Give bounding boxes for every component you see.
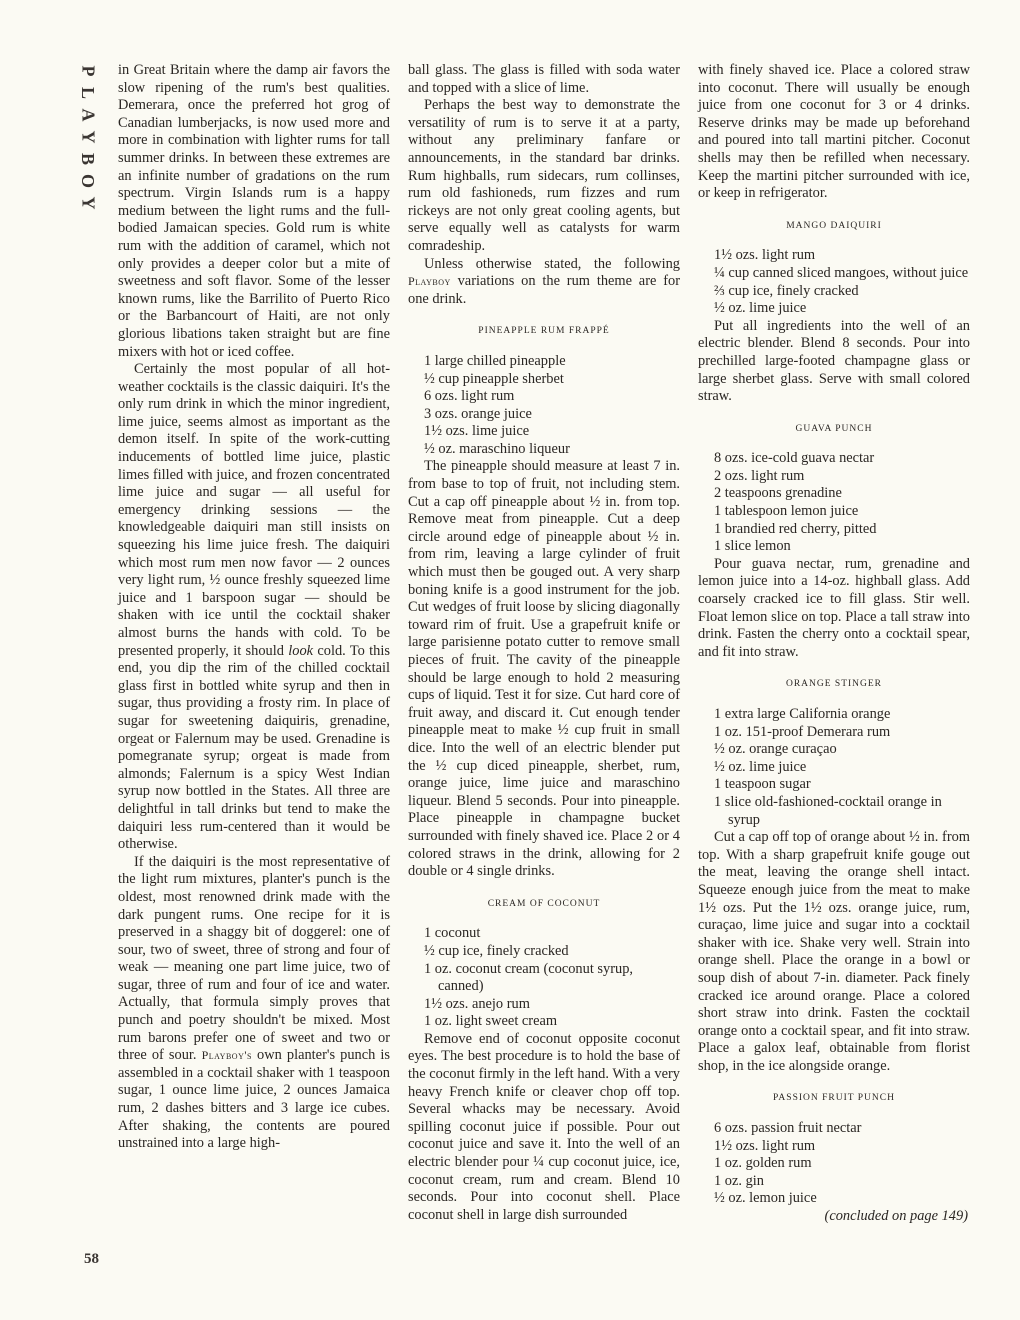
ingredient: 1 coconut [424, 925, 481, 942]
logo-letter: B [77, 152, 98, 166]
ingredient: ½ oz. lime juice [714, 300, 807, 317]
page-number: 58 [84, 1251, 99, 1267]
ingredient: 1½ ozs. anejo rum [424, 995, 530, 1012]
ingredient-list [408, 353, 680, 459]
logo-letter: A [78, 108, 98, 122]
ingredient: ½ cup pineapple sherbet [424, 370, 564, 387]
logo-letter: O [77, 173, 98, 189]
recipe-directions: Cut a cap off top of orange about ½ in. from top. With a sharp grapefruit knife gouge out the meat, leaving the orange shell intact. Squeeze enough juice from the meat to make 1½ ozs. Put the 1½ ozs. orange juice, rum, curaçao, lime juice and sugar into a cocktail shaker with ice. Shake very well. Strain into orange shell. Place the orange in a bowl or soup dish of about 7-in. diameter. Pack finely cracked ice around orange. Place a colored short straw into drink. Fasten the cocktail orange onto a cocktail spear, and fit into straw. Place a galox leaf, obtainable from florist shop, in the ice alongside orange. [698, 829, 970, 1074]
column-3 [698, 62, 970, 1226]
recipe-title: GUAVA PUNCH [795, 423, 873, 434]
column-2 [408, 62, 680, 1224]
ingredient: 6 ozs. light rum [424, 388, 515, 405]
continuation-note: (concluded on page 149) [824, 1208, 968, 1225]
ingredient: 1 large chilled pineapple [424, 352, 566, 369]
ingredient: 1 oz. light sweet cream [424, 1013, 558, 1030]
recipe-title: PINEAPPLE RUM FRAPPÉ [478, 326, 610, 337]
paragraph-text: Certainly the most popular of all hot-weather cocktails is the classic daiquiri. It's the only rum drink in which the minor ingredient, lime juice, seems almost as important as the demon itself. In spite of the work-cutting inducements of bottled lime juice, plastic limes filled with juice, and frozen concentrated lime juice and sugar — all useful for emergency drinking sessions — the knowledgeable daiquiri man still insists on squeezing his lime juice fresh. The daiquiri which most rum men now favor — 2 ounces very light rum, ½ ounce freshly squeezed lime juice and 1 barspoon sugar — should be shaken with ice until the cocktail shaker almost burns the hands with cold. To be presented properly, it should [118, 361, 390, 659]
ingredient: 1 oz. golden rum [714, 1155, 812, 1172]
recipe-directions: Pour guava nectar, rum, grenadine and lemon juice into a 14-oz. highball glass. Add coarsely cracked ice to fill glass. Stir well. Float lemon slice on top. Place a tall straw into drink. Fasten the cherry onto a cocktail spear, and fit into straw. [698, 555, 970, 660]
ingredient: 1 oz. 151-proof Demerara rum [714, 723, 891, 740]
column-1 [118, 62, 390, 1153]
ingredient: 1½ ozs. light rum [714, 247, 816, 264]
ingredient: ½ oz. lemon juice [714, 1190, 817, 1207]
brand-name: Playboy's [201, 1048, 252, 1063]
logo-letter: Y [78, 196, 98, 210]
paragraph [118, 361, 390, 854]
ingredient: 1½ ozs. lime juice [424, 423, 530, 440]
ingredient: 1 oz. gin [714, 1172, 764, 1189]
ingredient: 8 ozs. ice-cold guava nectar [714, 450, 875, 467]
paragraph-text: own planter's punch is assembled in a cocktail shaker with 1 teaspoon sugar, 1 ounce lime juice, 2 ounces Jamaica rum, 2 dashes bitters and 3 large ice cubes. After shaking, the contents are poured unstrained into a large high- [118, 1047, 390, 1152]
brand-name: Playboy [408, 274, 451, 289]
ingredient: ½ oz. orange curaçao [714, 741, 837, 758]
ingredient-list [698, 1120, 970, 1208]
logo-letter: L [77, 86, 98, 100]
recipe-directions: The pineapple should measure at least 7 in. from base to top of fruit, not including stem. Cut a cap off pineapple about ½ in. from top. Remove meat from pineapple. Cut a deep circle around edge of pineapple about ½ in. from rim, leaving a large cylinder of fruit which must then be gouged out. A very sharp boning knife is a good instrument for the job. Cut wedges of fruit loose by slicing diagonally toward rim of fruit. Use a grapefruit knife or large parisienne potato cutter to remove small pieces of fruit. The cavity of the pineapple should be large enough to hold 2 measuring cups of liquid. Test it for size. Cut hard core of fruit away, and discard it. Cut enough tender pineapple meat to make ½ cup fruit in small dice. Into the well of an electric blender put the ½ cup diced pineapple, sherbet, rum, orange juice, lime juice and maraschino liqueur. Blend 5 seconds. Pour into pineapple. Place pineapple in champagne bucket surrounded with finely shaved ice. Place 2 or 4 colored straws in the drink, allowing for 2 double or 4 single drinks. [408, 458, 680, 880]
ingredient: ½ oz. lime juice [714, 758, 807, 775]
recipe-title: CREAM OF COCONUT [487, 898, 601, 909]
recipe-directions: Remove end of coconut opposite coconut eyes. The best procedure is to hold the base of the coconut firmly in the left hand. With a very heavy French knife or cleaver chop off top. Several whacks may be necessary. Avoid spilling coconut juice if possible. Pour out coconut juice and save it. Into the well of an electric blender pour ¼ cup coconut juice, ice, coconut cream, rum and cream. Blend 10 seconds. Pour into coconut shell. Place coconut shell in large dish surrounded [408, 1030, 680, 1223]
ingredient: 1 extra large California orange [714, 706, 891, 722]
recipe-directions: Put all ingredients into the well of an electric blender. Blend 8 seconds. Pour into prechilled large-footed champagne glass or large sherbet glass. Serve with small colored straw. [698, 317, 970, 405]
paragraph: ball glass. The glass is filled with soda water and topped with a slice of lime. [408, 62, 680, 96]
paragraph-text: Unless otherwise stated, the following [424, 255, 680, 272]
paragraph: in Great Britain where the damp air favors the slow ripening of the rum's best qualities. Demerara, once the preferred hot grog of Canadian lumberjacks, is now used more and more in combination with lighter rums for tall summer drinks. In between these extremes are an infinite number of gradations on the rum spectrum. Virgin Islands rum is a happy medium between the light rums and the full-bodied Jamaican species. Gold rum is white rum with the addition of caramel, which not only provides a deeper color but a mite of sweetness and soft flavor. Some of the lesser known rums, like the Barrilito of Puerto Rico or the Barbancourt of Haiti, are not only glorious libations taken straight but are fine mixers with hot or iced coffee. [118, 62, 390, 360]
ingredient-list [698, 706, 970, 829]
ingredient: 1 oz. coconut cream (coconut syrup, canned) [424, 960, 633, 995]
recipe-title: MANGO DAIQUIRI [786, 220, 882, 231]
ingredient: ½ cup ice, finely cracked [424, 942, 569, 959]
paragraph [118, 854, 390, 1153]
paragraph [408, 256, 680, 309]
playboy-sidebar-logo [78, 62, 98, 212]
recipe-title: ORANGE STINGER [785, 679, 883, 690]
ingredient: 1 tablespoon lemon juice [714, 503, 859, 520]
ingredient: 6 ozs. passion fruit nectar [714, 1120, 862, 1137]
logo-letter: P [78, 65, 98, 77]
paragraph: with finely shaved ice. Place a colored straw into coconut. There will usually be enough juice from one coconut for 3 or 4 drinks. Reserve drinks may be made up beforehand and poured into tall martini pitcher. Coconut shells may then be refilled when necessary. Keep the martini pitcher surrounded with ice, or keep in refrigerator. [698, 62, 970, 202]
ingredient: 1 brandied red cherry, pitted [714, 520, 877, 537]
ingredient-list [408, 925, 680, 1031]
ingredient: 2 teaspoons grenadine [714, 485, 842, 502]
paragraph-text: cold. To this end, you dip the rim of the chilled cocktail glass first in bottled white syrup and then in sugar, thus providing a frosty rim. In place of sugar for sweetening daiquiris, grenadine, orgeat or Falernum may be used. Grenadine is pomegranate syrup; orgeat is made from almonds; Falernum is a spicy West Indian syrup now bottled in the States. All three are delightful in tall drinks but tend to make the daiquiri less rum-centered than it would be otherwise. [118, 642, 390, 853]
logo-letter: Y [78, 130, 98, 144]
ingredient: ½ oz. maraschino liqueur [424, 440, 570, 457]
ingredient-list [698, 450, 970, 556]
paragraph-text: variations on the rum theme are for one drink. [408, 273, 680, 307]
ingredient-list [698, 247, 970, 317]
emphasis-text: look [288, 642, 314, 659]
ingredient: ¼ cup canned sliced mangoes, without juice [714, 264, 969, 281]
ingredient: 1½ ozs. light rum [714, 1137, 816, 1154]
ingredient: 2 ozs. light rum [714, 467, 805, 484]
ingredient: 1 teaspoon sugar [714, 776, 811, 793]
ingredient: 3 ozs. orange juice [424, 405, 532, 422]
ingredient: ⅔ cup ice, finely cracked [714, 282, 859, 299]
ingredient: 1 slice lemon [714, 538, 791, 555]
paragraph-text: If the daiquiri is the most representative of the light rum mixtures, planter's punch is the oldest, most renowned drink made with the dark pungent rums. One recipe for it is preserved in a shaggy bit of doggerel: one of sour, two of sweet, three of strong and four of weak — meaning one part lime juice, two of sugar, three of rum and four of ice and water. Actually, that formula simply proves that punch and poetry shouldn't be mixed. Most rum barons prefer one of sweet and two or three of sour. [118, 853, 390, 1064]
paragraph: Perhaps the best way to demonstrate the versatility of rum is to serve it at a party, without any preliminary fanfare or announcements, in the standard bar drinks. Rum highballs, rum sidecars, rum collinses, rum old fashioneds, rum fizzes and rum rickeys are not only great cooling agents, but serve equally well as catalysts for warm comradeship. [408, 97, 680, 254]
ingredient: 1 slice old-fashioned-cocktail orange in syrup [714, 793, 942, 828]
recipe-title: PASSION FRUIT PUNCH [773, 1093, 895, 1104]
